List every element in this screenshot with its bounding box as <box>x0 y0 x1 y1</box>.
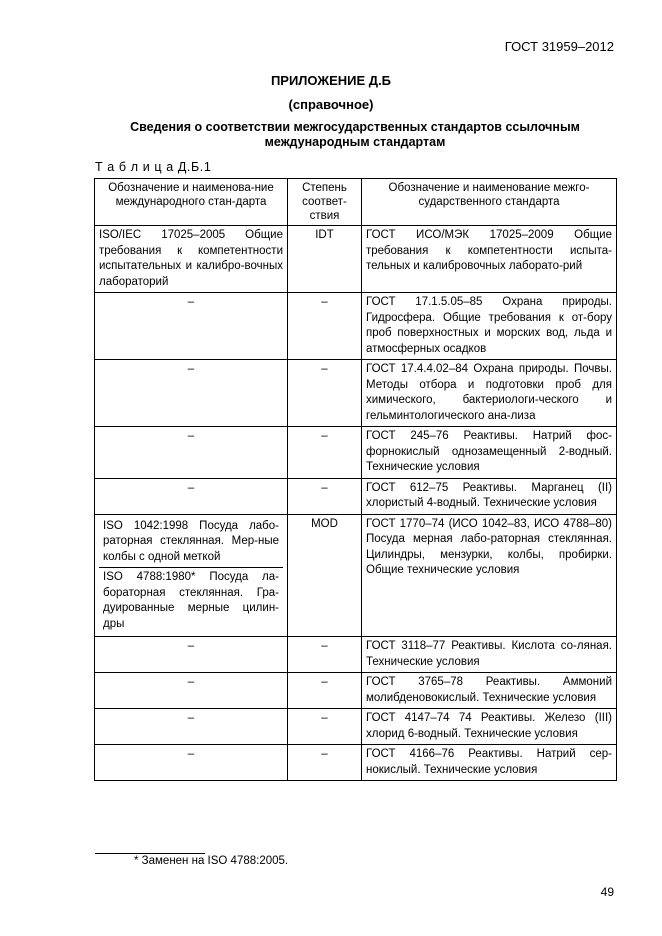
international-standard-cell: ISO/IEC 17025–2005 Общие требования к компетентности испытательных и калибро-вочных лабораторий <box>95 226 288 293</box>
international-standard-iso-1042: ISO 1042:1998 Посуда лабо-раторная стеклянная. Мер-ные колбы с одной меткой <box>103 519 279 563</box>
table-row <box>95 709 617 745</box>
international-standard-cell: – <box>95 427 288 479</box>
heading-line-2: международным стандартам <box>264 135 446 149</box>
international-standard-cell: – <box>95 745 288 781</box>
degree-cell: – <box>288 709 362 745</box>
correspondence-table <box>94 178 617 781</box>
degree-cell: IDT <box>288 226 362 293</box>
appendix-subtitle: (справочное) <box>288 97 374 112</box>
table-row <box>95 478 617 514</box>
page-number: 49 <box>600 885 614 899</box>
appendix-heading <box>100 120 610 150</box>
degree-cell: – <box>288 427 362 479</box>
table-row <box>95 745 617 781</box>
table-label: Т а б л и ц а Д.Б.1 <box>95 160 212 174</box>
table-row <box>95 360 617 427</box>
table-row <box>95 514 617 637</box>
table-row <box>95 427 617 479</box>
heading-line-1: Сведения о соответствии межгосударственных стандартов ссылочным <box>130 120 580 134</box>
degree-cell: – <box>288 478 362 514</box>
national-standard-cell: ГОСТ ИСО/МЭК 17025–2009 Общие требования к компетентности испыта-тельных и калибровочных лаборато-рий <box>362 226 617 293</box>
degree-cell: – <box>288 637 362 673</box>
degree-cell: MOD <box>288 514 362 637</box>
international-standard-cell: – <box>95 637 288 673</box>
footnote: * Заменен на ISO 4788:2005. <box>134 855 289 867</box>
table-row <box>95 673 617 709</box>
degree-cell: – <box>288 673 362 709</box>
table-row <box>95 637 617 673</box>
table-row <box>95 226 617 293</box>
appendix-title: ПРИЛОЖЕНИЕ Д.Б <box>270 73 392 88</box>
column-header-national: Обозначение и наименование межго-сударственного стандарта <box>362 179 617 226</box>
national-standard-cell: ГОСТ 17.4.4.02–84 Охрана природы. Почвы. Методы отбора и подготовки проб для химического, бактериологи-ческого и гельминтологического ана-лиза <box>362 360 617 427</box>
international-standard-cell: – <box>95 293 288 360</box>
national-standard-cell: ГОСТ 3118–77 Реактивы. Кислота со-ляная. Технические условия <box>362 637 617 673</box>
national-standard-cell: ГОСТ 3765–78 Реактивы. Аммоний молибденовокислый. Технические условия <box>362 673 617 709</box>
international-standard-cell: – <box>95 709 288 745</box>
national-standard-cell: ГОСТ 245–76 Реактивы. Натрий фос-форнокислый однозамещенный 2-водный. Технические условия <box>362 427 617 479</box>
international-standard-cell: – <box>95 360 288 427</box>
national-standard-cell: ГОСТ 4147–74 74 Реактивы. Железо (III) хлорид 6-водный. Технические условия <box>362 709 617 745</box>
footnote-divider <box>95 853 205 854</box>
table-row <box>95 293 617 360</box>
national-standard-cell: ГОСТ 1770–74 (ИСО 1042–83, ИСО 4788–80) Посуда мерная лабо-раторная стеклянная. Цилиндры, мензурки, колбы, пробирки. Общие технические условия <box>362 514 617 637</box>
standard-code: ГОСТ 31959–2012 <box>504 39 614 54</box>
national-standard-cell: ГОСТ 17.1.5.05–85 Охрана природы. Гидросфера. Общие требования к от-бору проб поверхностных и морских вод, льда и атмосферных осадков <box>362 293 617 360</box>
degree-cell: – <box>288 360 362 427</box>
national-standard-cell: ГОСТ 4166–76 Реактивы. Натрий сер-нокислый. Технические условия <box>362 745 617 781</box>
international-standard-cell <box>95 514 288 637</box>
column-header-degree: Степень соответ-ствия <box>288 179 362 226</box>
international-standard-cell: – <box>95 673 288 709</box>
table-header-row <box>95 179 617 226</box>
column-header-international: Обозначение и наименова-ние международного стан-дарта <box>95 179 288 226</box>
international-standard-cell: – <box>95 478 288 514</box>
degree-cell: – <box>288 293 362 360</box>
degree-cell: – <box>288 745 362 781</box>
national-standard-cell: ГОСТ 612–75 Реактивы. Марганец (II) хлористый 4-водный. Технические условия <box>362 478 617 514</box>
international-standard-iso-4788: ISO 4788:1980* Посуда ла-бораторная стеклянная. Гра-дуированные мерные цилин-дры <box>99 567 283 634</box>
